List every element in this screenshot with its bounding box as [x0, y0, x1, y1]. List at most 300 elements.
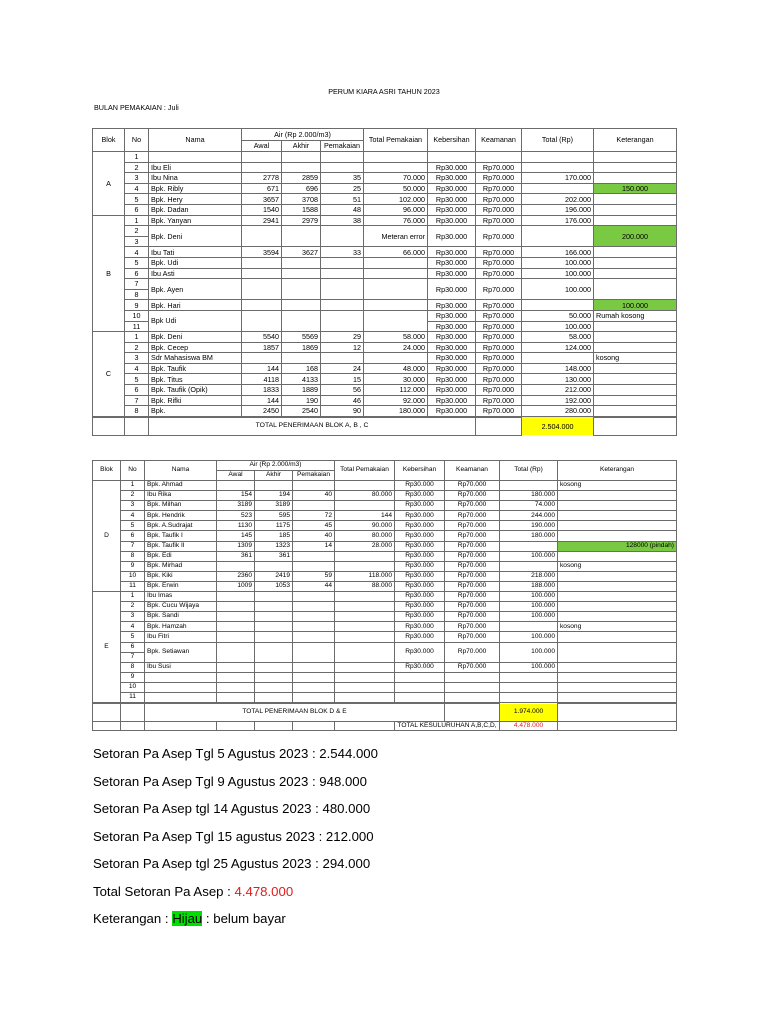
cell-keamanan: Rp70.000: [445, 501, 500, 511]
cell-keterangan: [558, 642, 677, 662]
setoran-line-2: Setoran Pa Asep Tgl 9 Agustus 2023 : 948.000: [93, 774, 367, 789]
cell-awal: 1309: [217, 541, 255, 551]
cell-total-pemakaian: [335, 592, 395, 602]
table-row: [93, 491, 677, 501]
cell-nama: Bpk. Hery: [149, 194, 242, 205]
cell-nama: Bpk. Ayen: [149, 279, 242, 300]
header-nama: Nama: [149, 129, 242, 152]
cell-pemakaian: 33: [321, 247, 364, 258]
cell-keterangan: [558, 581, 677, 591]
cell-nama: Bpk. Sandi: [145, 612, 217, 622]
cell-kebersihan: Rp30.000: [428, 162, 476, 173]
cell-total: 100.000: [500, 662, 558, 672]
table-row: [93, 406, 677, 417]
header-no: No: [121, 461, 145, 481]
cell-akhir: [282, 226, 321, 247]
cell-nama: Bpk. Erwin: [145, 581, 217, 591]
cell-pemakaian: [321, 162, 364, 173]
setoran-line-5: Setoran Pa Asep tgl 25 Agustus 2023 : 294.000: [93, 856, 371, 871]
cell-no: 8: [125, 289, 149, 300]
cell-nama: Bpk. Ahmad: [145, 481, 217, 491]
cell-keterangan: [594, 374, 677, 385]
cell-total: [522, 300, 594, 311]
cell-total: 180.000: [500, 531, 558, 541]
header-kebersihan: Kebersihan: [395, 461, 445, 481]
table-row: [93, 501, 677, 511]
cell-total-pemakaian: 96.000: [364, 204, 428, 215]
cell-kebersihan: Rp30.000: [395, 612, 445, 622]
cell-no: 7: [125, 395, 149, 406]
cell-keamanan: Rp70.000: [476, 215, 522, 226]
cell-nama: Ibu Susi: [145, 662, 217, 672]
cell-keterangan: [558, 672, 677, 682]
cell-keamanan: Rp70.000: [445, 511, 500, 521]
cell-keamanan: Rp70.000: [476, 385, 522, 396]
cell-no: 11: [125, 321, 149, 332]
header-total-pemakaian: Total Pemakaian: [364, 129, 428, 152]
table-body-de: [93, 481, 677, 703]
cell-total-pemakaian: [364, 310, 428, 331]
legend-green-swatch: Hijau: [172, 911, 203, 926]
keterangan-legend: [93, 911, 286, 926]
cell-awal: [217, 481, 255, 491]
cell-pemakaian: 40: [293, 491, 335, 501]
cell-total: 100.000: [500, 592, 558, 602]
header-keterangan: Keterangan: [594, 129, 677, 152]
cell-kebersihan: [395, 672, 445, 682]
cell-keamanan: Rp70.000: [476, 226, 522, 247]
cell-awal: [217, 592, 255, 602]
cell-akhir: 190: [282, 395, 321, 406]
cell-keterangan: [558, 602, 677, 612]
cell-total-pemakaian: [335, 481, 395, 491]
total-de-rows: [92, 703, 677, 731]
cell-total: 100.000: [500, 602, 558, 612]
cell-total-pemakaian: 112.000: [364, 385, 428, 396]
cell-total: 176.000: [522, 215, 594, 226]
cell-kebersihan: Rp30.000: [428, 247, 476, 258]
cell-total-pemakaian: [335, 642, 395, 662]
header-pemakaian: Pemakaian: [321, 141, 364, 152]
cell-no: 7: [125, 279, 149, 290]
cell-kebersihan: Rp30.000: [428, 279, 476, 300]
cell-total-pemakaian: 180.000: [364, 406, 428, 417]
cell-awal: 1009: [217, 581, 255, 591]
cell-pemakaian: [293, 692, 335, 702]
blok-label: B: [93, 215, 125, 332]
cell-akhir: [255, 692, 293, 702]
cell-total: 244.000: [500, 511, 558, 521]
cell-kebersihan: Rp30.000: [395, 632, 445, 642]
cell-keamanan: Rp70.000: [445, 521, 500, 531]
cell-nama: Bpk. Kiki: [145, 571, 217, 581]
cell-total-pemakaian: 118.000: [335, 571, 395, 581]
cell-awal: [217, 602, 255, 612]
cell-awal: [217, 632, 255, 642]
header-blok: Blok: [93, 129, 125, 152]
cell-akhir: 4133: [282, 374, 321, 385]
table-blok-de: [92, 460, 677, 703]
cell-keterangan: [594, 173, 677, 184]
cell-pemakaian: 72: [293, 511, 335, 521]
cell-awal: [242, 353, 282, 364]
table-row: [93, 279, 677, 290]
cell-total: 100.000: [500, 551, 558, 561]
cell-total: 202.000: [522, 194, 594, 205]
cell-keamanan: Rp70.000: [445, 632, 500, 642]
cell-nama: Bpk. Hamzah: [145, 622, 217, 632]
cell-kebersihan: Rp30.000: [428, 173, 476, 184]
cell-awal: 3189: [217, 501, 255, 511]
cell-keterangan: 100.000: [594, 300, 677, 311]
cell-keterangan: [558, 511, 677, 521]
cell-nama: Bpk. Taufik (Opik): [149, 385, 242, 396]
cell-total-pemakaian: [364, 353, 428, 364]
cell-keamanan: [445, 692, 500, 702]
cell-awal: [217, 642, 255, 662]
cell-total-pemakaian: 80.000: [335, 531, 395, 541]
cell-nama: Bpk. Taufik: [149, 363, 242, 374]
cell-nama: Ibu Rika: [145, 491, 217, 501]
cell-pemakaian: 90: [321, 406, 364, 417]
cell-kebersihan: Rp30.000: [395, 592, 445, 602]
cell-keamanan: Rp70.000: [445, 561, 500, 571]
cell-pemakaian: [293, 682, 335, 692]
cell-akhir: [255, 602, 293, 612]
cell-no: 3: [125, 173, 149, 184]
cell-no: 1: [125, 152, 149, 163]
cell-kebersihan: Rp30.000: [428, 321, 476, 332]
cell-kebersihan: Rp30.000: [395, 551, 445, 561]
cell-nama: Bpk. Udi: [149, 257, 242, 268]
cell-awal: [217, 682, 255, 692]
cell-akhir: 185: [255, 531, 293, 541]
cell-nama: Bpk. Dadan: [149, 204, 242, 215]
table-row: [93, 602, 677, 612]
cell-total-pemakaian: [335, 632, 395, 642]
cell-nama: Bpk. Taufik I: [145, 531, 217, 541]
cell-total: 100.000: [522, 257, 594, 268]
cell-akhir: [282, 152, 321, 163]
table-row: [93, 342, 677, 353]
cell-awal: [217, 662, 255, 672]
cell-total-pemakaian: [335, 662, 395, 672]
table-row: [93, 632, 677, 642]
cell-pemakaian: 15: [321, 374, 364, 385]
cell-awal: 1130: [217, 521, 255, 531]
cell-akhir: [255, 592, 293, 602]
cell-keterangan: [558, 531, 677, 541]
cell-kebersihan: Rp30.000: [395, 581, 445, 591]
cell-no: 6: [125, 268, 149, 279]
cell-awal: 3657: [242, 194, 282, 205]
cell-pemakaian: [321, 300, 364, 311]
cell-nama: Bpk. Setiawan: [145, 642, 217, 662]
cell-total-pemakaian: [364, 268, 428, 279]
total-de-value: 1.974.000: [500, 704, 558, 722]
cell-kebersihan: [395, 682, 445, 692]
cell-awal: 4118: [242, 374, 282, 385]
cell-no: 2: [125, 162, 149, 173]
cell-keamanan: Rp70.000: [476, 332, 522, 343]
cell-pemakaian: [293, 561, 335, 571]
cell-kebersihan: Rp30.000: [428, 257, 476, 268]
cell-keterangan: [594, 257, 677, 268]
cell-pemakaian: [293, 662, 335, 672]
cell-total: 170.000: [522, 173, 594, 184]
table-row: [93, 363, 677, 374]
cell-kebersihan: Rp30.000: [428, 268, 476, 279]
cell-no: 6: [121, 531, 145, 541]
cell-awal: 3594: [242, 247, 282, 258]
cell-akhir: 3627: [282, 247, 321, 258]
cell-keterangan: [594, 152, 677, 163]
table-row: [93, 612, 677, 622]
cell-total: 124.000: [522, 342, 594, 353]
cell-kebersihan: Rp30.000: [395, 491, 445, 501]
header-total-pemakaian: Total Pemakaian: [335, 461, 395, 481]
cell-pemakaian: [321, 226, 364, 247]
cell-nama: [145, 682, 217, 692]
cell-keamanan: Rp70.000: [476, 257, 522, 268]
cell-keamanan: Rp70.000: [445, 662, 500, 672]
cell-kebersihan: Rp30.000: [428, 226, 476, 247]
cell-akhir: 1588: [282, 204, 321, 215]
cell-no: 2: [125, 342, 149, 353]
cell-no: 2: [121, 491, 145, 501]
cell-kebersihan: Rp30.000: [395, 531, 445, 541]
cell-total: 100.000: [500, 612, 558, 622]
cell-total-pemakaian: 88.000: [335, 581, 395, 591]
total-de-label: TOTAL PENERIMAAN BLOK D & E: [145, 704, 445, 722]
table-row: [93, 332, 677, 343]
cell-nama: Bpk. Cecep: [149, 342, 242, 353]
cell-pemakaian: 14: [293, 541, 335, 551]
cell-total-pemakaian: [335, 682, 395, 692]
cell-keamanan: Rp70.000: [476, 374, 522, 385]
cell-keterangan: [594, 363, 677, 374]
cell-nama: Sdr Mahasiswa BM: [149, 353, 242, 364]
cell-kebersihan: Rp30.000: [395, 662, 445, 672]
cell-keterangan: [594, 268, 677, 279]
cell-no: 6: [125, 204, 149, 215]
cell-akhir: [255, 612, 293, 622]
cell-keamanan: Rp70.000: [476, 395, 522, 406]
cell-no: 5: [125, 257, 149, 268]
cell-no: 4: [121, 622, 145, 632]
cell-total-pemakaian: 66.000: [364, 247, 428, 258]
cell-nama: [145, 692, 217, 702]
cell-awal: [217, 692, 255, 702]
cell-keterangan: [594, 162, 677, 173]
table-row: [93, 541, 677, 551]
cell-pemakaian: 40: [293, 531, 335, 541]
cell-nama: Bpk. Hari: [149, 300, 242, 311]
cell-keamanan: Rp70.000: [476, 279, 522, 300]
cell-akhir: [255, 632, 293, 642]
cell-awal: [242, 162, 282, 173]
cell-no: 9: [125, 300, 149, 311]
header-total: Total (Rp): [500, 461, 558, 481]
cell-no: 2: [125, 226, 149, 237]
cell-keamanan: Rp70.000: [476, 194, 522, 205]
cell-total-pemakaian: [335, 692, 395, 702]
table-row: [93, 215, 677, 226]
table-row: [93, 662, 677, 672]
cell-total-pemakaian: Meteran error: [364, 226, 428, 247]
table-row: [93, 622, 677, 632]
cell-awal: 1540: [242, 204, 282, 215]
cell-keamanan: Rp70.000: [476, 204, 522, 215]
cell-nama: Bpk. Deni: [149, 332, 242, 343]
cell-total-pemakaian: [364, 279, 428, 300]
cell-pemakaian: 38: [321, 215, 364, 226]
cell-total-pemakaian: 144: [335, 511, 395, 521]
cell-pemakaian: [321, 353, 364, 364]
table-row: [93, 183, 677, 194]
cell-total-pemakaian: 30.000: [364, 374, 428, 385]
cell-akhir: [282, 162, 321, 173]
table-row: [93, 247, 677, 258]
cell-keterangan: [558, 662, 677, 672]
sheet-title: PERUM KIARA ASRI TAHUN 2023: [328, 87, 440, 97]
cell-keterangan: [594, 395, 677, 406]
cell-keterangan: [558, 521, 677, 531]
cell-awal: 5540: [242, 332, 282, 343]
cell-total: 192.000: [522, 395, 594, 406]
cell-pemakaian: 46: [321, 395, 364, 406]
setoran-line-3: Setoran Pa Asep tgl 14 Agustus 2023 : 480.000: [93, 801, 371, 816]
total-abc-value: 2.504.000: [522, 417, 594, 435]
table-row: [93, 581, 677, 591]
total-setoran-label: Total Setoran Pa Asep :: [93, 884, 235, 899]
cell-total: 188.000: [500, 581, 558, 591]
cell-awal: [217, 672, 255, 682]
cell-keamanan: Rp70.000: [476, 300, 522, 311]
cell-awal: [242, 310, 282, 331]
cell-nama: Bpk. Mirhad: [145, 561, 217, 571]
cell-no: 5: [121, 521, 145, 531]
cell-awal: 2778: [242, 173, 282, 184]
cell-keterangan: kosong: [558, 622, 677, 632]
cell-total: [522, 353, 594, 364]
cell-kebersihan: Rp30.000: [428, 215, 476, 226]
cell-keamanan: Rp70.000: [476, 363, 522, 374]
cell-total-pemakaian: [364, 300, 428, 311]
header-blok: Blok: [93, 461, 121, 481]
cell-kebersihan: Rp30.000: [428, 374, 476, 385]
header-pemakaian: Pemakaian: [293, 471, 335, 481]
keterangan-meaning: : belum bayar: [202, 911, 286, 926]
cell-awal: 523: [217, 511, 255, 521]
cell-no: 8: [121, 551, 145, 561]
cell-awal: [217, 561, 255, 571]
cell-akhir: [282, 310, 321, 331]
cell-nama: Bpk.: [149, 406, 242, 417]
cell-nama: [149, 152, 242, 163]
cell-pemakaian: [293, 501, 335, 511]
cell-keterangan: [558, 592, 677, 602]
cell-no: 4: [125, 183, 149, 194]
cell-akhir: [282, 279, 321, 300]
cell-total-pemakaian: 76.000: [364, 215, 428, 226]
cell-awal: 145: [217, 531, 255, 541]
cell-kebersihan: Rp30.000: [395, 642, 445, 662]
table-row: [93, 353, 677, 364]
table-row: [93, 162, 677, 173]
cell-total: 130.000: [522, 374, 594, 385]
cell-keterangan: [558, 491, 677, 501]
cell-total: 190.000: [500, 521, 558, 531]
cell-kebersihan: Rp30.000: [428, 194, 476, 205]
cell-pemakaian: 59: [293, 571, 335, 581]
cell-keamanan: Rp70.000: [476, 173, 522, 184]
cell-akhir: 2540: [282, 406, 321, 417]
cell-akhir: 1175: [255, 521, 293, 531]
cell-keamanan: Rp70.000: [445, 491, 500, 501]
cell-total: [522, 162, 594, 173]
cell-akhir: [255, 682, 293, 692]
cell-akhir: [282, 353, 321, 364]
cell-pemakaian: [293, 481, 335, 491]
cell-akhir: 3189: [255, 501, 293, 511]
cell-total: 100.000: [522, 321, 594, 332]
cell-total: [500, 692, 558, 702]
cell-total-pemakaian: [335, 612, 395, 622]
cell-total-pemakaian: 80.000: [335, 491, 395, 501]
cell-total: 58.000: [522, 332, 594, 343]
cell-total: [522, 183, 594, 194]
table-row: [93, 481, 677, 491]
cell-no: 5: [121, 632, 145, 642]
cell-awal: [217, 612, 255, 622]
cell-awal: 1857: [242, 342, 282, 353]
cell-akhir: 1323: [255, 541, 293, 551]
cell-kebersihan: Rp30.000: [395, 521, 445, 531]
cell-no: 1: [121, 481, 145, 491]
total-setoran: [93, 884, 293, 899]
header-kebersihan: Kebersihan: [428, 129, 476, 152]
cell-pemakaian: [293, 622, 335, 632]
cell-keterangan: [558, 551, 677, 561]
cell-awal: 2450: [242, 406, 282, 417]
cell-no: 3: [125, 353, 149, 364]
cell-akhir: 194: [255, 491, 293, 501]
cell-kebersihan: Rp30.000: [395, 481, 445, 491]
cell-keamanan: Rp70.000: [445, 602, 500, 612]
cell-keamanan: Rp70.000: [445, 581, 500, 591]
header-total: Total (Rp): [522, 129, 594, 152]
cell-kebersihan: Rp30.000: [428, 353, 476, 364]
cell-total-pemakaian: 58.000: [364, 332, 428, 343]
cell-pemakaian: 29: [321, 332, 364, 343]
cell-total-pemakaian: [364, 162, 428, 173]
cell-keterangan: [594, 279, 677, 300]
cell-akhir: 3708: [282, 194, 321, 205]
cell-keamanan: Rp70.000: [445, 571, 500, 581]
cell-akhir: [255, 481, 293, 491]
table-row: [93, 692, 677, 702]
table-row: [93, 194, 677, 205]
header-awal: Awal: [242, 141, 282, 152]
cell-akhir: 5569: [282, 332, 321, 343]
cell-kebersihan: Rp30.000: [428, 395, 476, 406]
cell-akhir: [255, 642, 293, 662]
cell-no: 6: [121, 642, 145, 652]
cell-no: 5: [125, 194, 149, 205]
table-row: [93, 571, 677, 581]
cell-kebersihan: Rp30.000: [428, 204, 476, 215]
